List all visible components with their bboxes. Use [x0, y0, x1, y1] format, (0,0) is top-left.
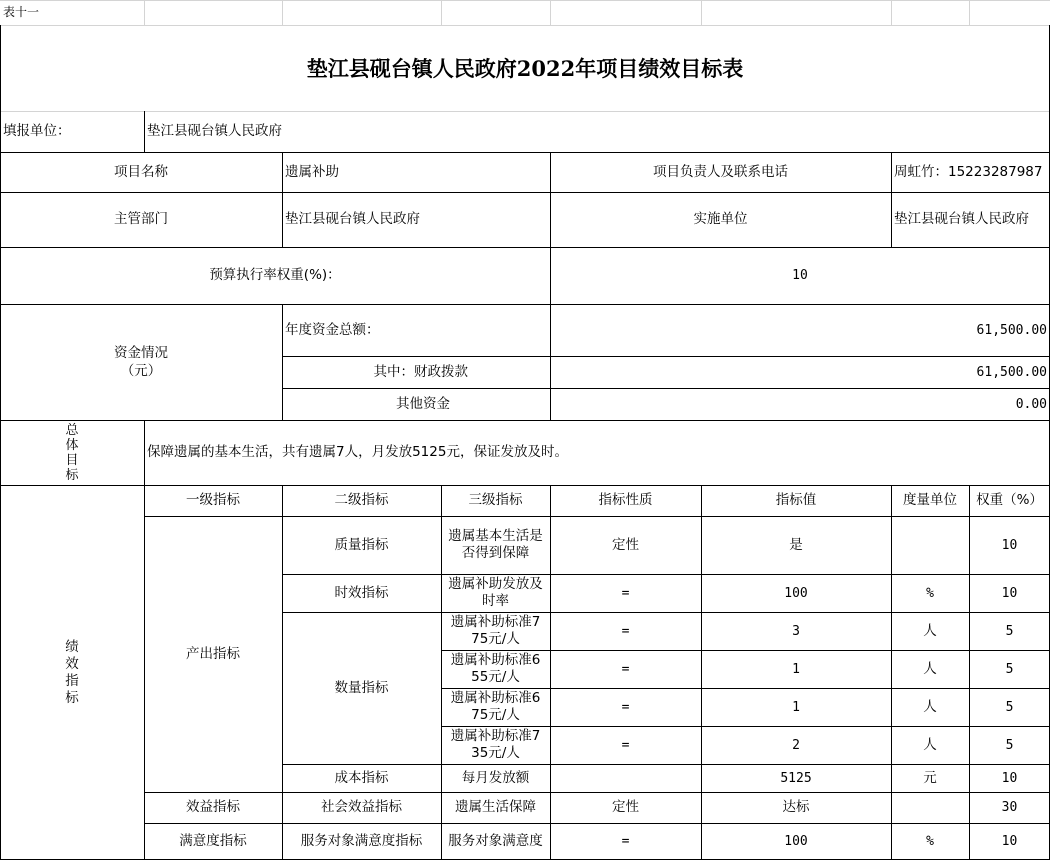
- indicator-nature: 定性: [612, 536, 639, 553]
- indicator-value: 5125: [780, 770, 812, 786]
- header-nature: 指标性质: [598, 492, 653, 508]
- indicator-unit: 人: [923, 660, 937, 677]
- level2-quality: 质量指标: [334, 536, 389, 553]
- indicator-level3: 遗属补助标准775元/人: [450, 614, 541, 647]
- header-level3: 三级指标: [468, 492, 523, 508]
- indicator-unit: 元: [923, 769, 937, 786]
- indicator-unit: [891, 516, 969, 574]
- goal-label-char: 体: [65, 437, 79, 453]
- project-leader-label: 项目负责人及联系电话: [653, 163, 788, 180]
- indicators-label-char: 效: [65, 655, 79, 672]
- funds-total-label: 年度资金总额：: [285, 321, 380, 338]
- level2-social-benefit: 社会效益指标: [321, 799, 402, 815]
- page-title: 垫江县砚台镇人民政府2022年项目绩效目标表: [306, 55, 744, 81]
- header-weight: 权重（%）: [976, 492, 1043, 508]
- indicator-weight: 10: [1001, 537, 1018, 553]
- indicator-level3: 遗属补助标准655元/人: [450, 652, 541, 685]
- header-value: 指标值: [775, 492, 817, 508]
- project-name-value: 遗属补助: [285, 163, 339, 180]
- goal-text: 保障遗属的基本生活，共有遗属7人，月发放5125元，保证发放及时。: [147, 444, 568, 460]
- indicator-value: 100: [784, 834, 808, 849]
- header-level1: 一级指标: [186, 492, 240, 508]
- indicators-label-char: 标: [65, 689, 79, 706]
- level2-service-satisfaction: 服务对象满意度指标: [300, 833, 423, 849]
- indicator-level3: 遗属基本生活是否得到保障: [448, 528, 543, 561]
- indicator-unit: 人: [923, 622, 937, 639]
- indicator-unit: %: [926, 585, 934, 601]
- indicator-weight: 5: [1005, 737, 1014, 753]
- indicator-unit: [891, 792, 969, 823]
- indicator-unit: 人: [923, 698, 937, 715]
- indicator-value: 达标: [782, 799, 810, 815]
- project-leader-value: 周虹竹：15223287987: [894, 163, 1043, 180]
- level1-benefit: 效益指标: [186, 799, 240, 815]
- indicator-weight: 10: [1001, 585, 1018, 601]
- funds-fiscal-label: 其中：财政拨款: [373, 363, 468, 380]
- header-unit: 度量单位: [903, 492, 957, 508]
- funds-other-value: 0.00: [1015, 396, 1047, 412]
- sheet-label: 表十一: [3, 5, 40, 19]
- indicator-nature: =: [621, 661, 630, 677]
- fill-unit-value: 垫江县砚台镇人民政府: [147, 123, 282, 139]
- funds-fiscal-value: 61,500.00: [976, 364, 1047, 380]
- impl-unit-value: 垫江县砚台镇人民政府: [894, 211, 1029, 227]
- level1-output: 产出指标: [186, 645, 240, 662]
- indicator-level3: 遗属补助发放及时率: [448, 576, 543, 609]
- indicator-value: 1: [792, 699, 800, 715]
- indicator-weight: 5: [1005, 699, 1014, 715]
- goal-label: [0, 420, 144, 485]
- indicator-value: 2: [792, 737, 800, 753]
- indicator-nature: 定性: [612, 799, 639, 815]
- dept-value: 垫江县砚台镇人民政府: [285, 211, 420, 227]
- indicator-nature: =: [621, 623, 630, 639]
- funds-label: [0, 304, 282, 420]
- funds-total-value: 61,500.00: [976, 322, 1047, 338]
- funds-label-line1: 资金情况: [114, 345, 168, 361]
- indicators-label-char: 指: [65, 672, 79, 689]
- indicator-weight: 5: [1005, 661, 1014, 677]
- budget-weight-label: 预算执行率权重(%)：: [209, 267, 341, 283]
- indicators-label: [0, 485, 144, 860]
- project-name-label: 项目名称: [114, 163, 168, 180]
- indicator-value: 是: [789, 536, 803, 553]
- goal-label-char: 总: [65, 422, 79, 438]
- funds-label-line2: （元）: [120, 363, 162, 379]
- indicator-level3: 每月发放额: [461, 769, 530, 786]
- dept-label: 主管部门: [114, 211, 168, 227]
- indicator-unit: %: [926, 834, 934, 849]
- level2-cost: 成本指标: [334, 769, 389, 786]
- impl-unit-label: 实施单位: [693, 211, 748, 227]
- indicator-value: 1: [792, 661, 800, 677]
- funds-other-label: 其他资金: [396, 395, 450, 412]
- fill-unit-label: 填报单位：: [3, 123, 71, 139]
- header-level2: 二级指标: [334, 492, 389, 508]
- goal-label-char: 标: [65, 467, 79, 483]
- indicator-value: 100: [784, 585, 808, 601]
- budget-weight-value: 10: [792, 268, 808, 283]
- indicator-weight: 5: [1005, 623, 1014, 639]
- level2-quantity: 数量指标: [334, 679, 389, 696]
- indicator-nature: =: [621, 737, 630, 753]
- indicator-level3: 遗属生活保障: [455, 799, 536, 815]
- level1-satisfaction: 满意度指标: [179, 833, 247, 849]
- indicator-nature: =: [621, 699, 630, 715]
- indicator-level3: 遗属补助标准735元/人: [450, 728, 541, 761]
- indicator-weight: 30: [1001, 800, 1018, 815]
- indicator-level3: 遗属补助标准675元/人: [450, 690, 541, 723]
- indicator-weight: 10: [1001, 770, 1018, 786]
- indicator-value: 3: [792, 623, 800, 639]
- indicator-nature: =: [621, 834, 630, 849]
- indicator-nature: [550, 764, 701, 792]
- goal-label-char: 目: [65, 452, 79, 468]
- indicator-nature: =: [621, 585, 630, 601]
- indicators-label-char: 绩: [65, 638, 79, 655]
- indicator-level3: 服务对象满意度: [448, 833, 543, 849]
- indicator-unit: 人: [923, 736, 937, 753]
- indicator-weight: 10: [1001, 834, 1018, 849]
- level2-timeliness: 时效指标: [334, 584, 389, 601]
